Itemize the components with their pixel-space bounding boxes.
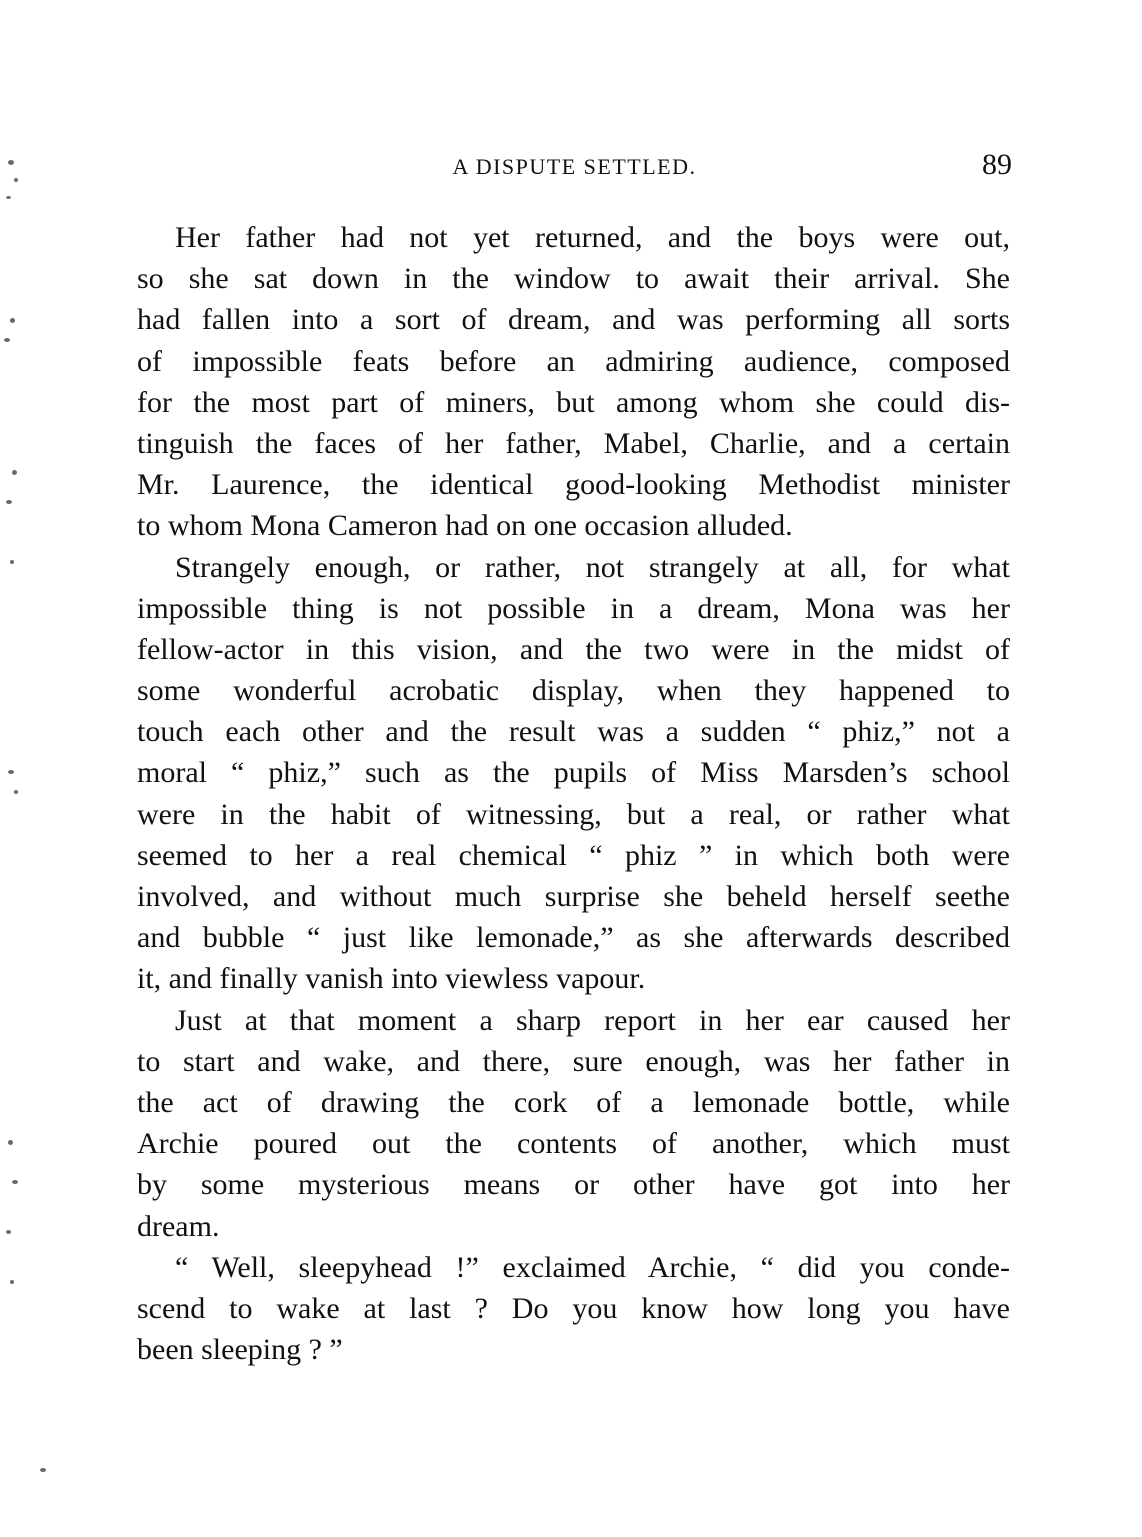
scan-speck (12, 470, 17, 475)
scan-speck (14, 790, 18, 794)
text-line: to whom Mona Cameron had on one occasion alluded. (137, 509, 793, 543)
text-line: been sleeping ? ” (137, 1333, 343, 1367)
text-line: Her father had not yet returned, and the boys were out, (175, 221, 1010, 254)
scan-speck (6, 500, 12, 504)
scan-speck (10, 560, 14, 564)
text-line: were in the habit of witnessing, but a real, or rather what (137, 797, 1010, 831)
text-line: “ Well, sleepyhead !” exclaimed Archie, “ did you conde- (175, 1250, 1010, 1284)
text-line: seemed to her a real chemical “ phiz ” in which both were (137, 838, 1010, 872)
text-line: Archie poured out the contents of another, which must (137, 1127, 1010, 1161)
text-line: impossible thing is not possible in a dream, Mona was her (137, 591, 1010, 625)
scan-speck (8, 1140, 13, 1145)
text-line: scend to wake at last ? Do you know how long you have (137, 1291, 1010, 1325)
paragraph (137, 547, 1010, 1000)
scan-speck (40, 1468, 46, 1472)
text-line: so she sat down in the window to await their arrival. She (137, 262, 1010, 296)
scan-speck (8, 160, 14, 165)
page-header (137, 148, 1012, 188)
text-line: by some mysterious means or other have got into her (137, 1168, 1010, 1202)
text-line: tinguish the faces of her father, Mabel, Charlie, and a certain (137, 426, 1010, 460)
text-line: dream. (137, 1209, 220, 1243)
text-line: fellow-actor in this vision, and the two were in the midst of (137, 632, 1010, 666)
text-line: the act of drawing the cork of a lemonade bottle, while (137, 1085, 1010, 1119)
scan-speck (12, 1180, 18, 1184)
scan-speck (4, 338, 10, 342)
paragraph (137, 217, 1010, 547)
text-line: touch each other and the result was a sudden “ phiz,” not a (137, 715, 1010, 749)
scan-speck (6, 196, 11, 199)
text-line: Strangely enough, or rather, not strangely at all, for what (175, 550, 1010, 584)
text-line: Just at that moment a sharp report in her ear caused her (175, 1003, 1010, 1037)
scan-speck (10, 318, 15, 323)
scan-speck (10, 1280, 14, 1284)
scan-speck (6, 1230, 11, 1234)
running-head: A DISPUTE SETTLED. (452, 154, 697, 179)
text-line: and bubble “ just like lemonade,” as she afterwards described (137, 921, 1010, 955)
text-line: moral “ phiz,” such as the pupils of Miss Marsden’s school (137, 756, 1010, 790)
page-number: 89 (982, 148, 1012, 181)
paragraph (137, 1000, 1010, 1247)
text-line: it, and finally vanish into viewless vapour. (137, 962, 646, 996)
text-line: involved, and without much surprise she beheld herself seethe (137, 880, 1010, 913)
text-line: some wonderful acrobatic display, when they happened to (137, 674, 1010, 708)
scan-speck (14, 178, 18, 182)
paragraph (137, 1247, 1010, 1371)
page-body (137, 217, 1010, 1370)
text-line: of impossible feats before an admiring audience, composed (137, 344, 1010, 378)
text-line: Mr. Laurence, the identical good-looking Methodist minister (137, 468, 1010, 502)
text-line: had fallen into a sort of dream, and was performing all sorts (137, 303, 1010, 337)
text-line: to start and wake, and there, sure enough, was her father in (137, 1044, 1010, 1078)
scan-speck (8, 770, 14, 774)
text-line: for the most part of miners, but among whom she could dis- (137, 385, 1010, 419)
